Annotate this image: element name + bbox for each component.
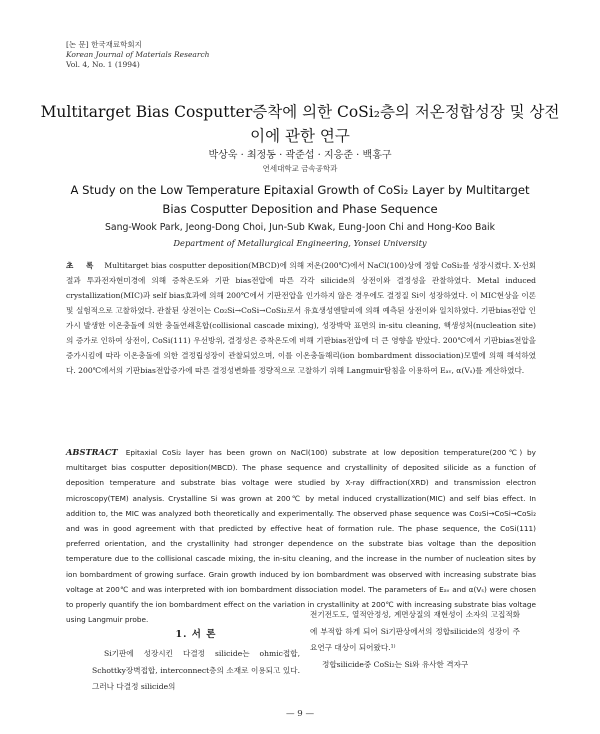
affiliation-korean: 연세대학교 금속공학과 <box>262 164 338 173</box>
abstract-english <box>66 445 536 627</box>
abstract-korean-text: Multitarget bias cosputter deposition(MBCD)에 의해 저온(200℃)에서 NaCl(100)상에 정합 CoSi₂를 성장시켰다. X-선회절과 투과전자현미경에 의해 증착온도와 기판 bias전압에 따른 각각 silicide의 상전이와 결정성을 관찰하였다. Metal induced crystallization(MIC)과 self bias효과에 의해 200℃에서 기판전압을 인가하지 않은 경우에도 결정질 Si이 성장하였다. 이 MIC현상을 이론 및 실험적으로 고찰하였다. 관찰된 상전이는 Co₂Si→CoSi→CoSi₂로서 유효생성엔탈피에 의해 예측된 상전이와 일치하였다. 기판bias전압 인가시 발생한 이온충돌에 의한 충돌연쇄혼합(collisional cascade mixing), 성장박막 표면의 in-situ cleaning, 핵생성처(nucleation site)의 증가로 인하여 상전이, CoSi(111) 우선방위, 결정성은 증착온도에 비해 기판bias전압에 더 큰 영향을 받았다. 200℃에서 기판bias전압을 증가시킴에 따라 이온충돌에 의한 결정립성장이 관찰되었으며, 이를 이온충돌해리(ion bombardment dissociation)모델에 의해 해석하였다. 200℃에서의 기판bias전압증가에 따른 결정성변화를 정량적으로 고찰하기 위해 Langmuir탐침을 이용하여 Eₐᵥ, α(Vₛ)를 계산하였다. <box>66 261 536 375</box>
section-heading-introduction: 1. 서 론 <box>175 629 217 640</box>
page-number: — 9 — <box>285 709 315 719</box>
right-column-paragraph-2: 정합silicide중 CoSi₂는 Si와 유사한 격자구 <box>322 659 469 669</box>
right-column-paragraph-1: 전기전도도, 열적안정성, 계면상질의 재현성이 소자의 고집적화에 부적합 하게 되어 Si기판상에서의 정합silicide의 성장이 주요연구 대상이 되어왔다.¹⁾ <box>310 610 520 652</box>
journal-header <box>66 40 209 70</box>
left-column <box>92 609 300 696</box>
journal-name-kr: [논 문] 한국재료학회지 <box>66 40 142 49</box>
introduction-paragraph: Si기판에 성장시킨 다결정 silicide는 ohmic접합, Schottky장벽접합, interconnect층의 소재로 이용되고 있다. 그러나 다결정 silicide의 <box>92 649 300 691</box>
abstract-english-text: Epitaxial CoSi₂ layer has been grown on NaCl(100) substrate at low deposition temperature(200℃) by multitarget bias cosputter deposition(MBCD). The phase sequence and crystallinity of deposited silicide as a function of deposition temperature and substrate bias voltage were studied by X-ray diffraction(XRD) and transmission electron microscopy(TEM) analysis. Crystalline Si was grown at 200℃ by metal induced crystallization(MIC) and self bias effect. In addition to, the MIC was analyzed both theoretically and experimentally. The observed phase sequence was Co₂Si→CoSi→CoSi₂ and was in good agreement with that predicted by effective heat of formation rule. The phase sequence, the CoSi(111) preferred orientation, and the crystallinity had stronger dependence on the substrate bias voltage than the deposition temperature due to the collisional cascade mixing, the in-situ cleaning, and the increase in the number of nucleation sites by ion bombardment of growing surface. Grain growth induced by ion bombardment was observed with increasing substrate bias voltage at 200℃ and was interpreted with ion bombardment dissociation model. The parameters of Eₐᵥ and α(Vₛ) were chosen to properly quantify the ion bombardment effect on the variation in crystallinity at 200℃ with increasing substrate bias voltage using Langmuir probe. <box>66 448 536 625</box>
abstract-korean <box>66 258 536 378</box>
authors-korean: 박상욱 · 최정동 · 곽준섭 · 지응준 · 백홍구 <box>208 150 392 161</box>
title-korean: Multitarget Bias Cosputter증착에 의한 CoSi₂층의 저온정합성장 및 상전이에 관한 연구 <box>40 103 560 145</box>
affiliation-english: Department of Metallurgical Engineering, Yonsei University <box>173 238 427 248</box>
authors-english: Sang-Wook Park, Jeong-Dong Choi, Jun-Sub Kwak, Eung-Joon Chi and Hong-Koo Baik <box>104 222 495 233</box>
abstract-english-label: ABSTRACT <box>66 447 118 457</box>
journal-name-en: Korean Journal of Materials Research <box>66 50 210 59</box>
abstract-korean-label: 초 록 <box>66 261 99 270</box>
right-column <box>310 607 520 673</box>
journal-volume: Vol. 4, No. 1 (1994) <box>66 60 140 69</box>
title-english: A Study on the Low Temperature Epitaxial Growth of CoSi₂ Layer by Multitarget Bias Cosputter Deposition and Phase Sequence <box>70 183 530 216</box>
